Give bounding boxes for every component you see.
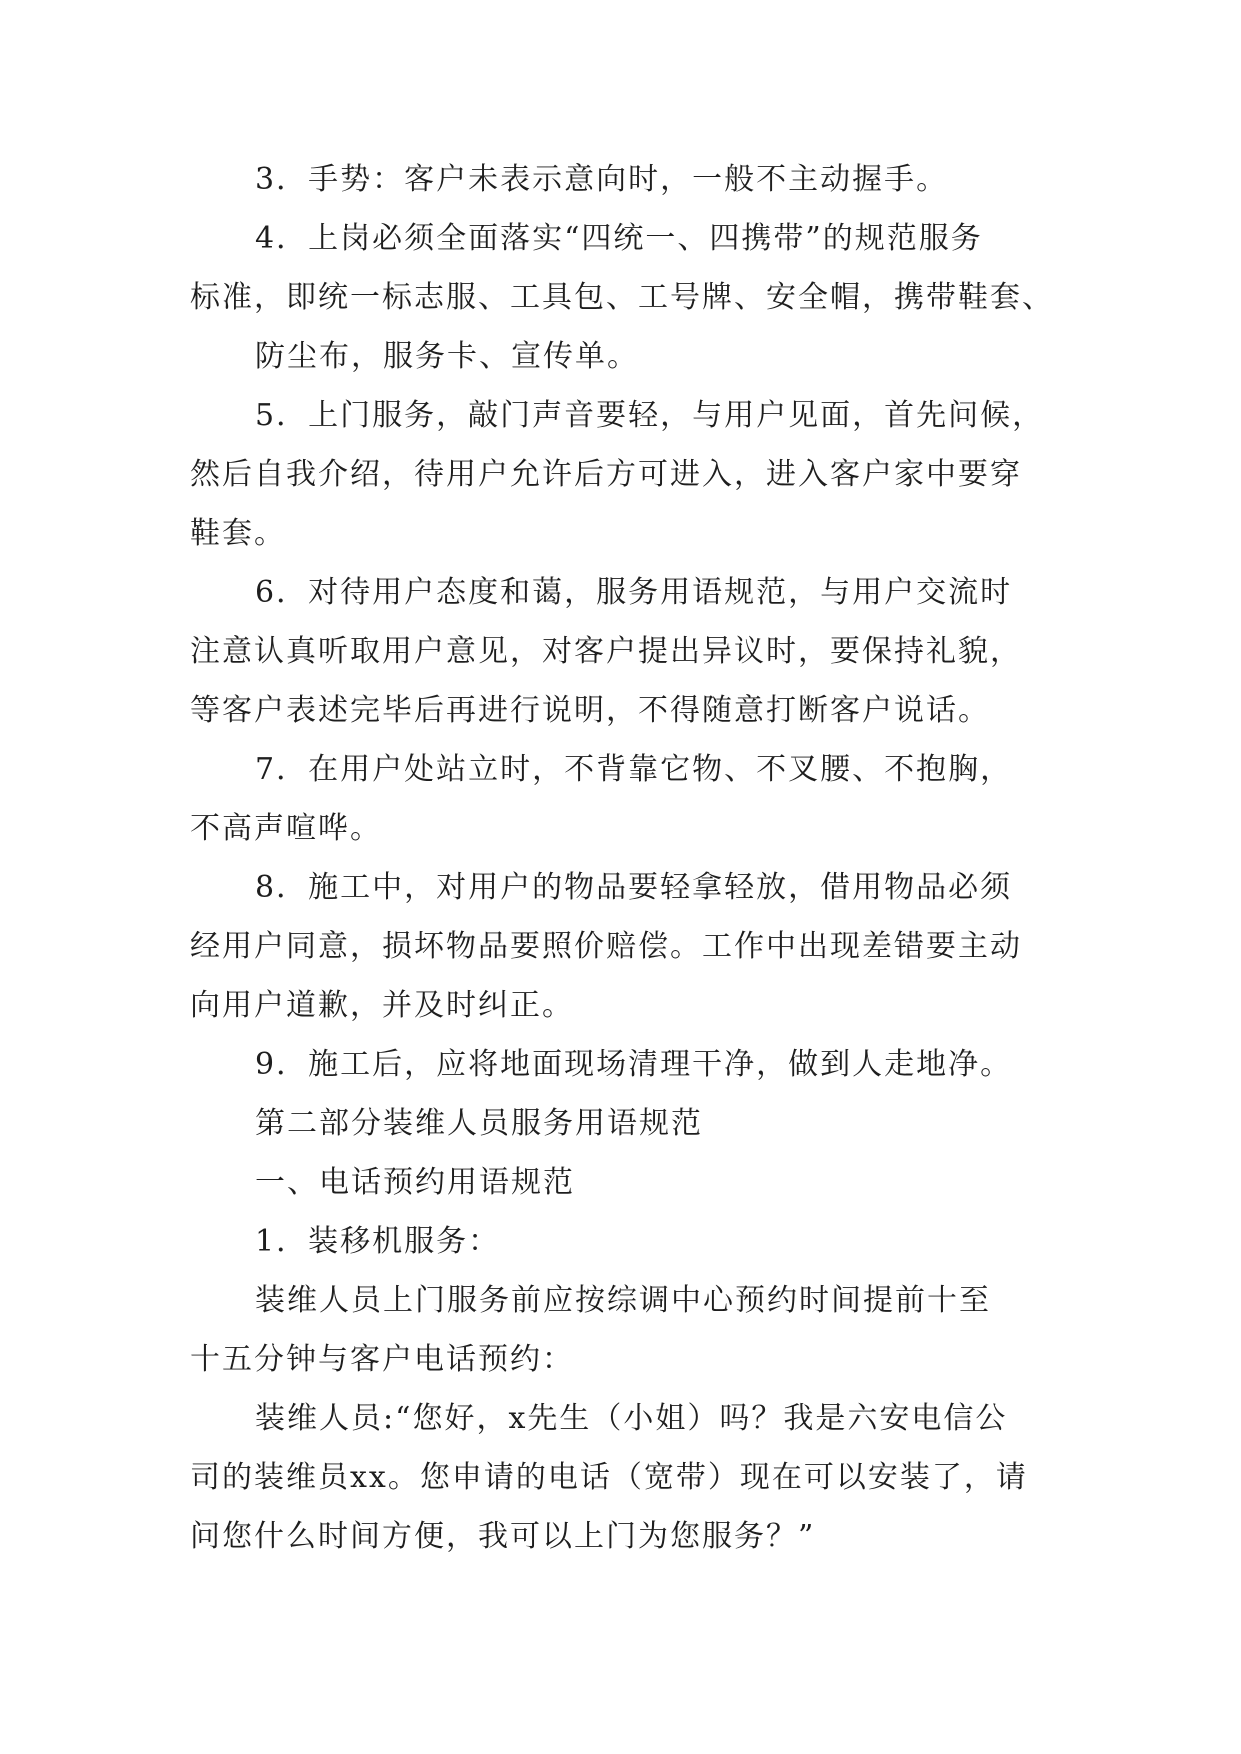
instruction-line-1: 装维人员上门服务前应按综调中心预约时间提前十至 [255, 1283, 991, 1318]
section-heading-part-2: 第二部分装维人员服务用语规范 [255, 1106, 703, 1141]
paragraph-4-line-1: 4．上岗必须全面落实“四统一、四携带”的规范服务 [255, 221, 983, 256]
paragraph-6-line-3: 等客户表述完毕后再进行说明，不得随意打断客户说话。 [190, 693, 990, 728]
document-body [190, 160, 1070, 1576]
paragraph-5-line-2: 然后自我介绍，待用户允许后方可进入，进入客户家中要穿 [190, 457, 1022, 492]
paragraph-7-line-1: 7．在用户处站立时，不背靠它物、不叉腰、不抱胸， [255, 752, 1013, 787]
paragraph-5-line-1: 5．上门服务，敲门声音要轻，与用户见面，首先问候， [255, 398, 1045, 433]
item-heading-install-service: 1．装移机服务： [255, 1224, 501, 1259]
paragraph-3-line-1: 3．手势：客户未表示意向时，一般不主动握手。 [255, 162, 949, 197]
paragraph-8-line-2: 经用户同意，损坏物品要照价赔偿。工作中出现差错要主动 [190, 929, 1022, 964]
paragraph-6-line-2: 注意认真听取用户意见，对客户提出异议时，要保持礼貌， [190, 634, 1022, 669]
subsection-heading-phone-booking: 一、电话预约用语规范 [255, 1165, 575, 1200]
script-line-2: 司的装维员xx。您申请的电话（宽带）现在可以安装了，请 [190, 1460, 1028, 1495]
paragraph-8-line-3: 向用户道歉，并及时纠正。 [190, 988, 574, 1023]
instruction-line-2: 十五分钟与客户电话预约： [190, 1342, 574, 1377]
paragraph-6-line-1: 6．对待用户态度和蔼，服务用语规范，与用户交流时 [255, 575, 1013, 610]
paragraph-4-line-2: 标准，即统一标志服、工具包、工号牌、安全帽，携带鞋套、 [190, 280, 1054, 315]
script-line-3: 问您什么时间方便，我可以上门为您服务？” [190, 1519, 816, 1554]
script-line-1: 装维人员:“您好，x先生（小姐）吗？我是六安电信公 [255, 1401, 1008, 1436]
paragraph-4-line-3: 防尘布，服务卡、宣传单。 [255, 339, 639, 374]
paragraph-9-line-1: 9．施工后，应将地面现场清理干净，做到人走地净。 [255, 1047, 1013, 1082]
paragraph-7-line-2: 不高声喧哗。 [190, 811, 382, 846]
paragraph-8-line-1: 8．施工中，对用户的物品要轻拿轻放，借用物品必须 [255, 870, 1013, 905]
paragraph-5-line-3: 鞋套。 [190, 516, 286, 551]
